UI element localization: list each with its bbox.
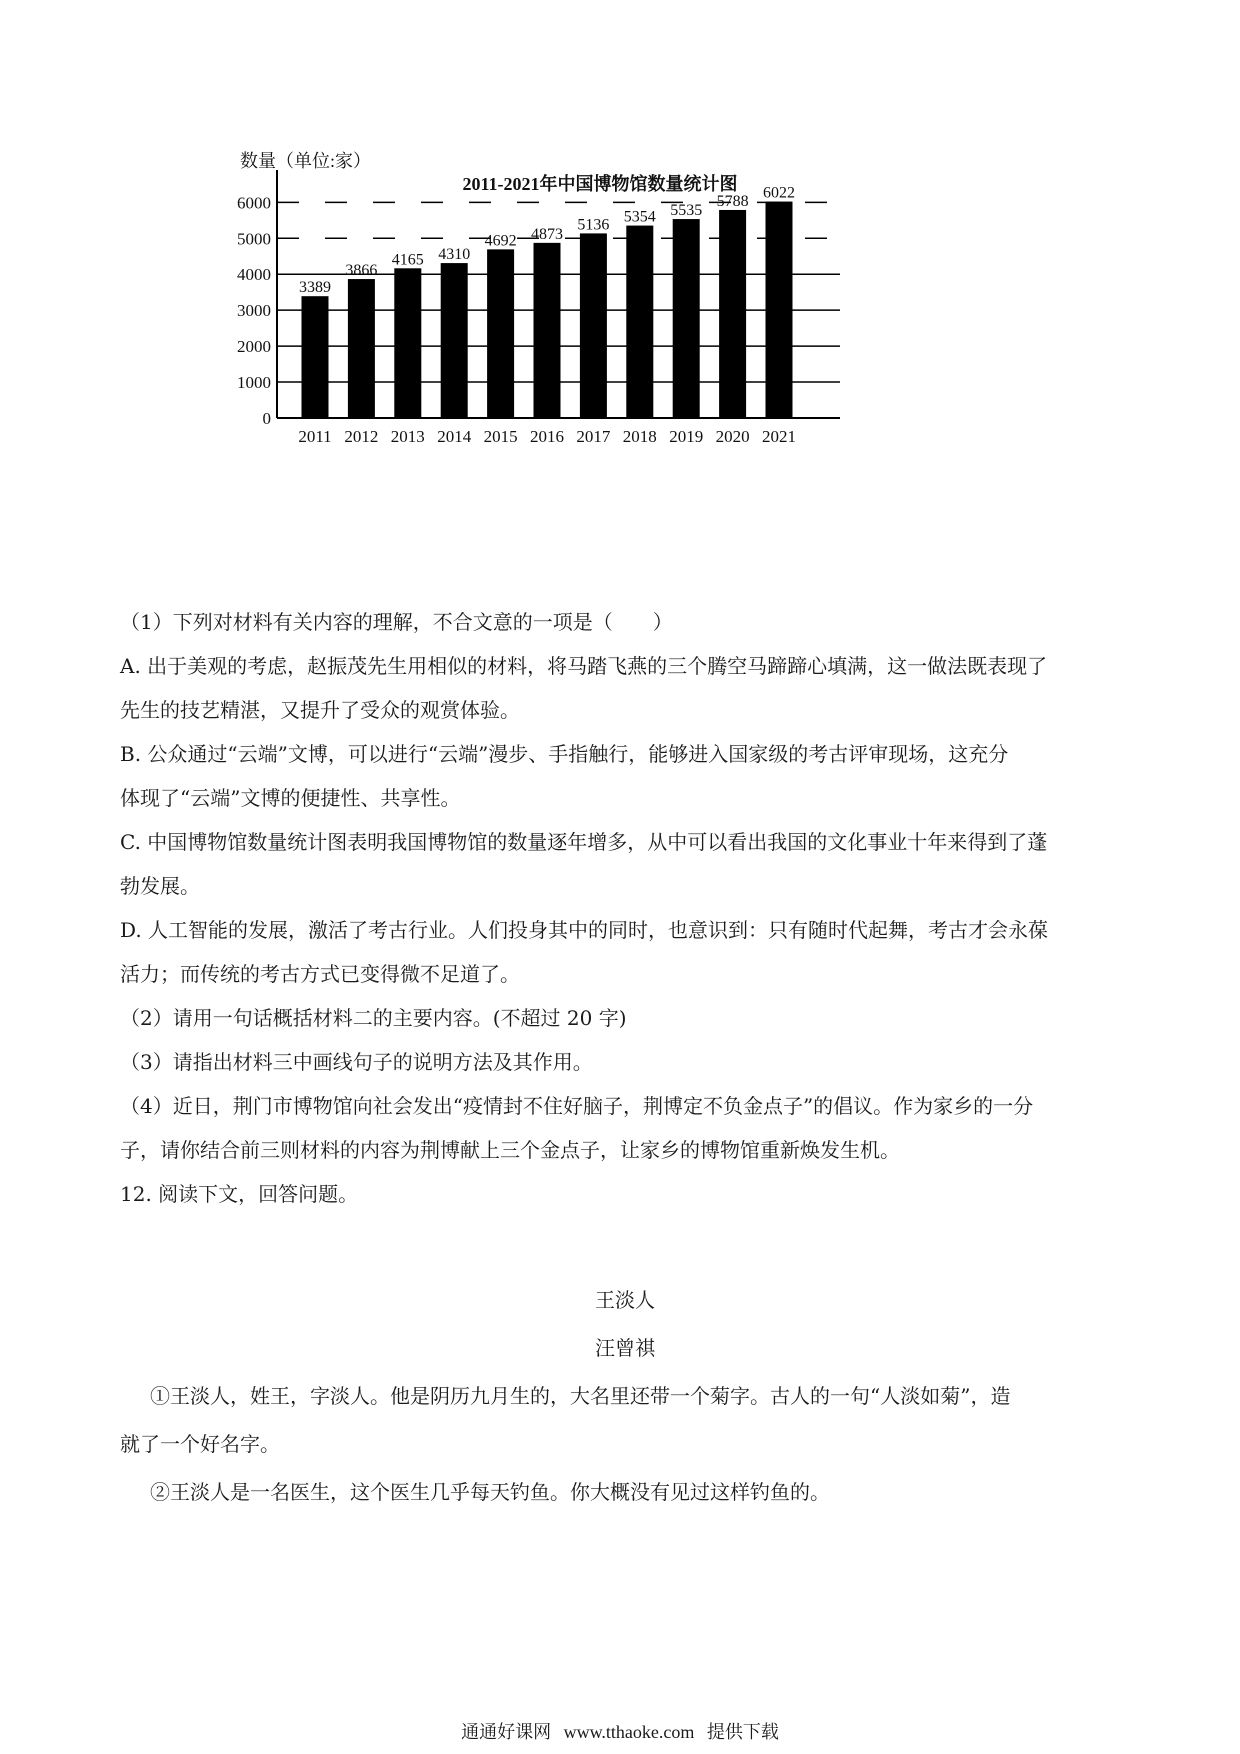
paragraph-1-line-2: 就了一个好名字。 <box>120 1432 280 1456</box>
data-label-2019: 5535 <box>670 202 703 220</box>
question-2: （2）请用一句话概括材料二的主要内容。(不超过 20 字) <box>120 1006 627 1030</box>
option-b-line-1: B. 公众通过“云端”文博，可以进行“云端”漫步、手指触行，能够进入国家级的考古评审现场，这充分 <box>120 742 1009 766</box>
x-tick-label-2015: 2015 <box>483 427 518 446</box>
y-tick-label-0: 0 <box>262 409 271 428</box>
paragraph-2: ②王淡人是一名医生，这个医生几乎每天钓鱼。你大概没有见过这样钓鱼的。 <box>150 1480 830 1504</box>
bar-2011 <box>302 296 329 418</box>
question-1: （1）下列对材料有关内容的理解，不合文意的一项是（ ） <box>120 610 673 634</box>
bar-2016 <box>534 243 561 418</box>
y-tick-label-5000: 5000 <box>237 229 271 249</box>
y-tick-label-6000: 6000 <box>237 193 271 213</box>
data-label-2020: 5788 <box>716 192 749 210</box>
bar-2018 <box>626 226 653 418</box>
bar-2012 <box>348 279 375 418</box>
x-tick-label-2018: 2018 <box>622 427 657 446</box>
x-tick-label-2019: 2019 <box>669 427 704 446</box>
x-tick-label-2012: 2012 <box>344 427 379 446</box>
bar-2019 <box>673 219 700 418</box>
data-label-2014: 4310 <box>438 246 471 264</box>
question-3: （3）请指出材料三中画线句子的说明方法及其作用。 <box>120 1050 593 1074</box>
option-d-line-2: 活力；而传统的考古方式已变得微不足道了。 <box>120 962 520 986</box>
x-tick-label-2014: 2014 <box>437 427 472 446</box>
x-tick-label-2016: 2016 <box>530 427 564 446</box>
x-tick-label-2021: 2021 <box>762 427 796 446</box>
option-a-line-2: 先生的技艺精湛，又提升了受众的观赏体验。 <box>120 698 520 722</box>
data-label-2013: 4165 <box>391 251 424 269</box>
data-label-2011: 3389 <box>299 279 331 297</box>
option-c-line-2: 勃发展。 <box>120 874 200 898</box>
y-tick-label-1000: 1000 <box>237 373 271 393</box>
article-title: 王淡人 <box>595 1288 655 1312</box>
question-4-line-1: （4）近日，荆门市博物馆向社会发出“疫情封不住好脑子，荆博定不负金点子”的倡议。作为家乡的一分 <box>120 1094 1034 1118</box>
x-tick-label-2011: 2011 <box>298 427 332 446</box>
option-b-line-2: 体现了“云端”文博的便捷性、共享性。 <box>120 786 461 810</box>
data-label-2018: 5354 <box>623 208 656 226</box>
option-c-line-1: C. 中国博物馆数量统计图表明我国博物馆的数量逐年增多，从中可以看出我国的文化事业十年来得到了蓬 <box>120 830 1048 854</box>
chart-ylabel: 数量（单位:家） <box>240 151 372 171</box>
chart-title: 2011-2021年中国博物馆数量统计图 <box>462 174 738 194</box>
data-label-2015: 4692 <box>484 232 517 250</box>
page-footer <box>0 1718 1240 1744</box>
option-a-line-1: A. 出于美观的考虑，赵振茂先生用相似的材料，将马踏飞燕的三个腾空马蹄蹄心填满，这一做法既表现了 <box>120 654 1048 678</box>
chart-y-ticks <box>237 193 271 428</box>
data-label-2017: 5136 <box>577 216 610 234</box>
bar-2015 <box>487 249 514 418</box>
bar-2014 <box>441 263 468 418</box>
y-tick-label-4000: 4000 <box>237 265 271 285</box>
bar-2013 <box>394 268 421 418</box>
y-tick-label-3000: 3000 <box>237 301 271 321</box>
bar-2017 <box>580 233 607 418</box>
bar-2020 <box>719 210 746 418</box>
data-label-2016: 4873 <box>531 225 563 243</box>
data-label-2012: 3866 <box>345 262 378 280</box>
paragraph-1-line-1: ①王淡人，姓王，字淡人。他是阴历九月生的，大名里还带一个菊字。古人的一句“人淡如菊”，造 <box>150 1384 1011 1408</box>
footer-site-name: 通通好课网 <box>461 1722 552 1742</box>
option-d-line-1: D. 人工智能的发展，激活了考古行业。人们投身其中的同时，也意识到：只有随时代起舞，考古才会永葆 <box>120 918 1049 942</box>
x-tick-label-2017: 2017 <box>576 427 611 446</box>
footer-suffix: 提供下载 <box>706 1722 779 1742</box>
x-tick-label-2013: 2013 <box>390 427 425 446</box>
chart-x-ticks <box>298 427 796 446</box>
question-content <box>120 600 1130 1516</box>
question-4-line-2: 子，请你结合前三则材料的内容为荆博献上三个金点子，让家乡的博物馆重新焕发生机。 <box>120 1138 900 1162</box>
footer-url[interactable]: www.tthaoke.com <box>563 1722 695 1742</box>
y-tick-label-2000: 2000 <box>237 337 271 357</box>
bar-2021 <box>766 202 793 418</box>
question-12: 12. 阅读下文，回答问题。 <box>120 1182 359 1206</box>
x-tick-label-2020: 2020 <box>715 427 750 446</box>
article-author: 汪曾祺 <box>595 1336 655 1360</box>
museum-count-bar-chart <box>220 140 920 510</box>
data-label-2021: 6022 <box>763 184 795 202</box>
